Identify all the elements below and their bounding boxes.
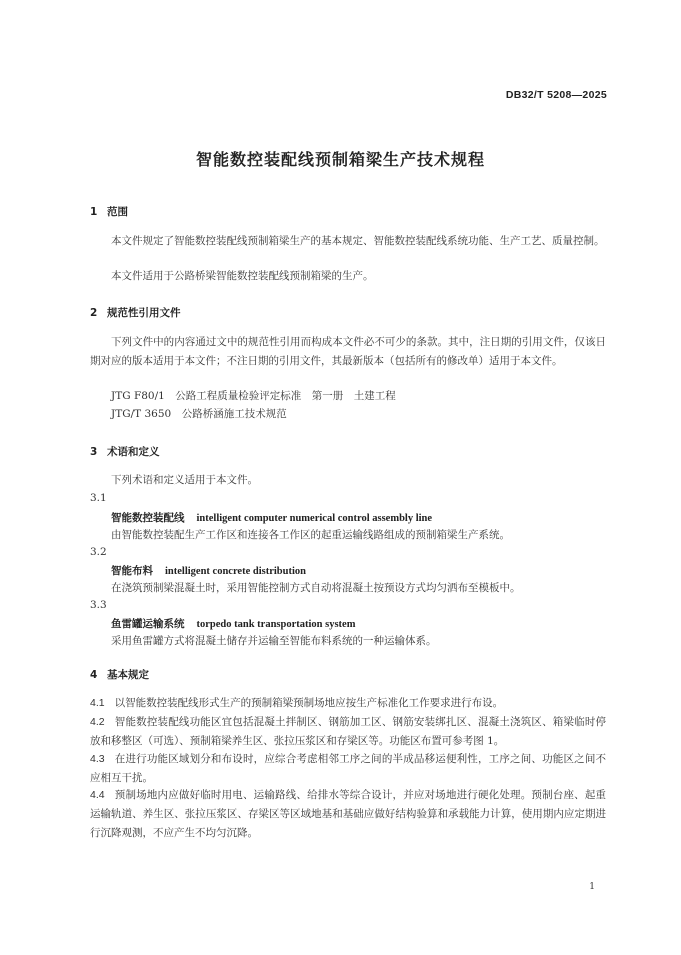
section-1-paragraph-1: 本文件规定了智能数控装配线预制箱梁生产的基本规定、智能数控装配线系统功能、生产工艺、质量控制。 bbox=[111, 235, 605, 247]
term-definition: 由智能数控装配生产工作区和连接各工作区的起重运输线路组成的预制箱梁生产系统。 bbox=[111, 529, 510, 541]
term-heading bbox=[111, 510, 432, 525]
term-chinese: 智能布料 bbox=[111, 565, 153, 577]
term-number: 3.1 bbox=[90, 492, 107, 504]
clause-number: 4.3 bbox=[90, 753, 105, 765]
section-3-intro: 下列术语和定义适用于本文件。 bbox=[111, 474, 258, 486]
document-title: 智能数控装配线预制箱梁生产技术规程 bbox=[195, 150, 485, 169]
clause-number: 4.2 bbox=[90, 716, 105, 728]
section-1-paragraph-2: 本文件适用于公路桥梁智能数控装配线预制箱梁的生产。 bbox=[111, 270, 374, 282]
clause-text: 以智能数控装配线形式生产的预制箱梁预制场地应按生产标准化工作要求进行布设。 bbox=[114, 697, 504, 709]
section-title: 基本规定 bbox=[107, 669, 149, 681]
clause-number: 4.1 bbox=[90, 697, 105, 709]
clause-text: 在进行功能区域划分和布设时，应综合考虑相邻工序之间的半成品移运便利性，工序之间、功能区之间不应相互干扰。 bbox=[90, 753, 606, 784]
section-number: 3 bbox=[90, 446, 98, 458]
term-definition: 采用鱼雷罐方式将混凝土储存并运输至智能布料系统的一种运输体系。 bbox=[111, 635, 437, 647]
section-title: 范围 bbox=[107, 206, 128, 218]
section-number: 2 bbox=[90, 307, 98, 319]
term-definition: 在浇筑预制梁混凝土时，采用智能控制方式自动将混凝土按预设方式均匀洒布至模板中。 bbox=[111, 582, 521, 594]
term-number: 3.3 bbox=[90, 599, 107, 611]
page-number: 1 bbox=[589, 882, 595, 892]
clause-text: 智能数控装配线功能区宜包括混凝土拌制区、钢筋加工区、钢筋安装绑扎区、混凝土浇筑区、箱梁临时停放和移整区（可选）、预制箱梁养生区、张拉压浆区和存梁区等。功能区布置可参考图 1。 bbox=[90, 716, 606, 747]
clause-number: 4.4 bbox=[90, 789, 105, 801]
section-3-heading bbox=[90, 444, 160, 459]
term-chinese: 鱼雷罐运输系统 bbox=[111, 618, 185, 630]
section-title: 术语和定义 bbox=[107, 446, 160, 458]
clause bbox=[90, 786, 606, 843]
clause bbox=[90, 750, 606, 788]
section-title: 规范性引用文件 bbox=[107, 307, 181, 319]
reference-item: JTG F80/1 公路工程质量检验评定标准 第一册 土建工程 bbox=[111, 390, 396, 402]
term-chinese: 智能数控装配线 bbox=[111, 512, 185, 524]
section-2-heading bbox=[90, 305, 181, 320]
section-number: 4 bbox=[90, 669, 98, 681]
clause bbox=[90, 694, 606, 713]
section-2-paragraph-1: 下列文件中的内容通过文中的规范性引用而构成本文件必不可少的条款。其中，注日期的引用文件，仅该日期对应的版本适用于本文件；不注日期的引用文件，其最新版本（包括所有的修改单）适用于本文件。 bbox=[90, 336, 606, 367]
section-4-heading bbox=[90, 667, 149, 682]
term-heading bbox=[111, 616, 355, 631]
term-english: torpedo tank transportation system bbox=[196, 619, 356, 630]
clause bbox=[90, 713, 606, 751]
section-1-heading bbox=[90, 204, 128, 219]
reference-item: JTG/T 3650 公路桥涵施工技术规范 bbox=[111, 408, 287, 420]
section-number: 1 bbox=[90, 206, 98, 218]
clause-text: 预制场地内应做好临时用电、运输路线、给排水等综合设计，并应对场地进行硬化处理。预制台座、起重运输轨道、养生区、张拉压浆区、存梁区等区域地基和基础应做好结构验算和承载能力计算，使用期内应定期进行沉降观测，不应产生不均匀沉降。 bbox=[90, 789, 606, 839]
document-code: DB32/T 5208—2025 bbox=[505, 89, 607, 101]
term-english: intelligent concrete distribution bbox=[165, 566, 306, 577]
term-english: intelligent computer numerical control assembly line bbox=[196, 513, 433, 524]
term-number: 3.2 bbox=[90, 546, 107, 558]
term-heading bbox=[111, 563, 306, 578]
